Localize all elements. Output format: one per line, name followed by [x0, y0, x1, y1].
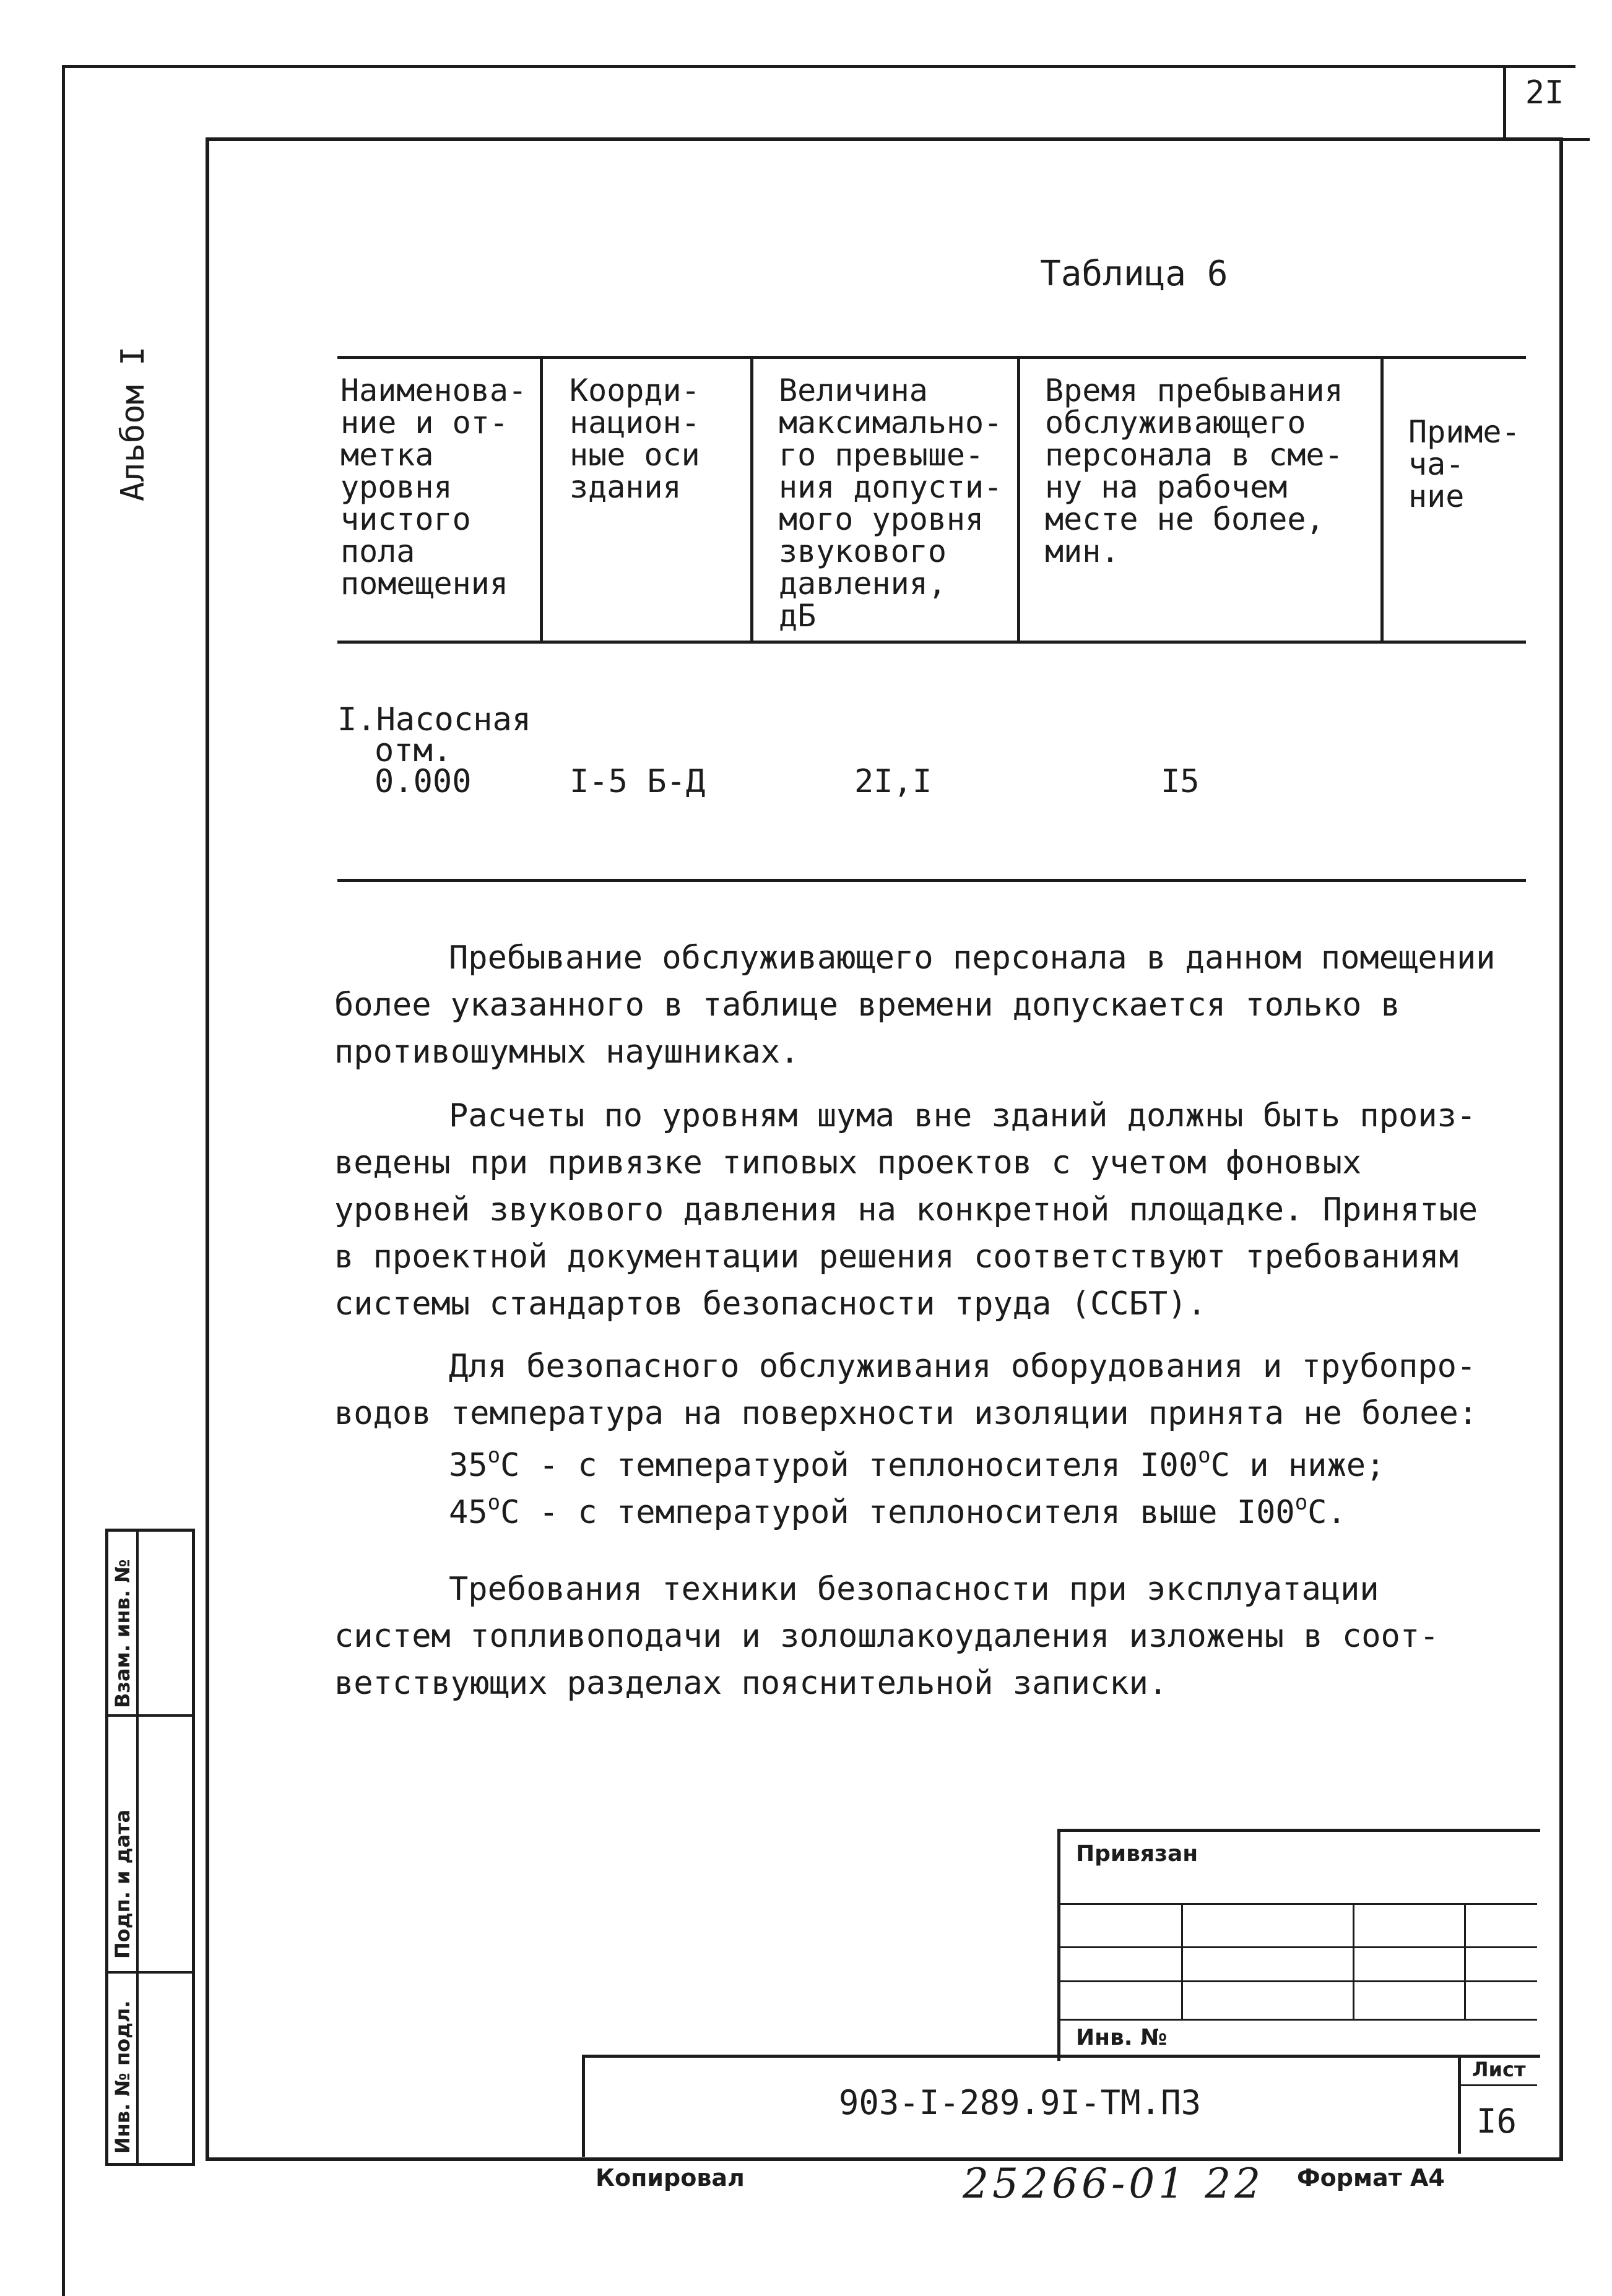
paragraph-4-text: Требования техники безопасности при эксплуатации систем топливоподачи и золошлакоудаления изложены в соот- ветствующих разделах пояснительной записки. [334, 1571, 1439, 1702]
side-stamp-divider [136, 1532, 139, 2163]
sheet-label: Лист [1472, 2058, 1526, 2081]
table-col-divider [540, 358, 543, 642]
header-excess: Величина максимально- го превыше- ния допусти- мого уровня звукового давления, дБ [779, 373, 1003, 634]
degree-mark: o [487, 1443, 501, 1468]
degree-mark: o [1294, 1490, 1308, 1515]
table-header-rule [337, 641, 1526, 644]
table-col-divider [1380, 358, 1384, 642]
row-room-name: I.Насосная [337, 701, 532, 738]
kopiroval-label: Копировал [596, 2164, 745, 2191]
paragraph-2 [334, 1092, 1510, 1327]
temp-2-end: C. [1307, 1494, 1346, 1531]
paragraph-1-text: Пребывание обслуживающего персонала в данном помещении более указанного в таблице времени допускается только в противошумных наушниках. [334, 939, 1496, 1071]
temp-1-value: 35 [449, 1447, 488, 1484]
side-stamp-divider [108, 1714, 192, 1717]
side-stamp [105, 1529, 195, 2166]
table-title: Таблица 6 [1040, 254, 1228, 294]
temp-2-text: C - с температурой теплоносителя выше I00 [500, 1494, 1295, 1531]
temperature-line-1 [449, 1442, 1532, 1489]
title-block-divider [1459, 2084, 1537, 2086]
header-name: Наименова- ние и от- метка уровня чистого пола помещения [340, 373, 527, 602]
table-col-divider [1017, 358, 1020, 642]
temp-1-end: C и ниже; [1210, 1447, 1385, 1484]
temperature-line-2 [449, 1489, 1532, 1536]
table-bottom-rule [337, 879, 1526, 882]
side-stamp-divider [108, 1971, 192, 1974]
privyazan-label: Привязан [1076, 1841, 1198, 1867]
row-mark-value: 0.000 [375, 763, 472, 800]
paragraph-1 [334, 934, 1510, 1076]
format-label: Формат А4 [1297, 2164, 1445, 2191]
table-col-divider [750, 358, 753, 642]
paragraph-4 [334, 1566, 1510, 1707]
degree-mark: o [487, 1490, 501, 1515]
stamp-podp-data: Подп. и дата [111, 1809, 134, 1959]
document-code: 903-I-289.9I-ТМ.ПЗ [838, 2083, 1202, 2122]
temp-1-text: C - с температурой теплоносителя I00 [500, 1447, 1198, 1484]
row-time: I5 [1161, 763, 1200, 800]
stamp-inv-vzam: Взам. инв. № [111, 1559, 134, 1708]
row-axes: I-5 Б-Д [570, 763, 706, 800]
page-number: 2I [1525, 74, 1564, 111]
paragraph-3-text: Для безопасного обслуживания оборудования и трубопро- водов температура на поверхности изоляции принята не более: [334, 1348, 1478, 1432]
degree-mark: o [1198, 1443, 1211, 1468]
row-mark-label: отм. [375, 732, 453, 769]
inv-no-label: Инв. № [1076, 2025, 1168, 2050]
binding-col [1181, 1904, 1183, 2019]
paragraph-3 [334, 1343, 1510, 1437]
binding-col [1353, 1904, 1354, 2019]
stamp-inv-podl: Инв. № подл. [111, 2000, 134, 2154]
row-excess: 2I,I [854, 763, 932, 800]
binding-col [1464, 1904, 1466, 2019]
header-time: Время пребывания обслуживающего персонала в сме- ну на рабочем месте не более, мин. [1045, 373, 1343, 569]
header-axes: Коорди- национ- ные оси здания [570, 373, 700, 505]
table-top-rule [337, 356, 1526, 359]
album-label: Альбом I [115, 346, 152, 501]
binding-rule [1059, 2019, 1537, 2021]
title-block-divider [1458, 2055, 1461, 2154]
sheet-number: I6 [1476, 2102, 1517, 2141]
handwritten-number: 25266-01 22 [963, 2160, 1265, 2208]
header-note: Приме- ча- ние [1408, 414, 1520, 514]
temp-2-value: 45 [449, 1494, 488, 1531]
paragraph-2-text: Расчеты по уровням шума вне зданий должны быть произ- ведены при привязке типовых проектов с учетом фоновых уровней звукового давления на конкретной площадке. Принятые в проектной документации решения соответствуют требованиям системы стандартов безопасности труда (ССБТ). [334, 1097, 1478, 1323]
